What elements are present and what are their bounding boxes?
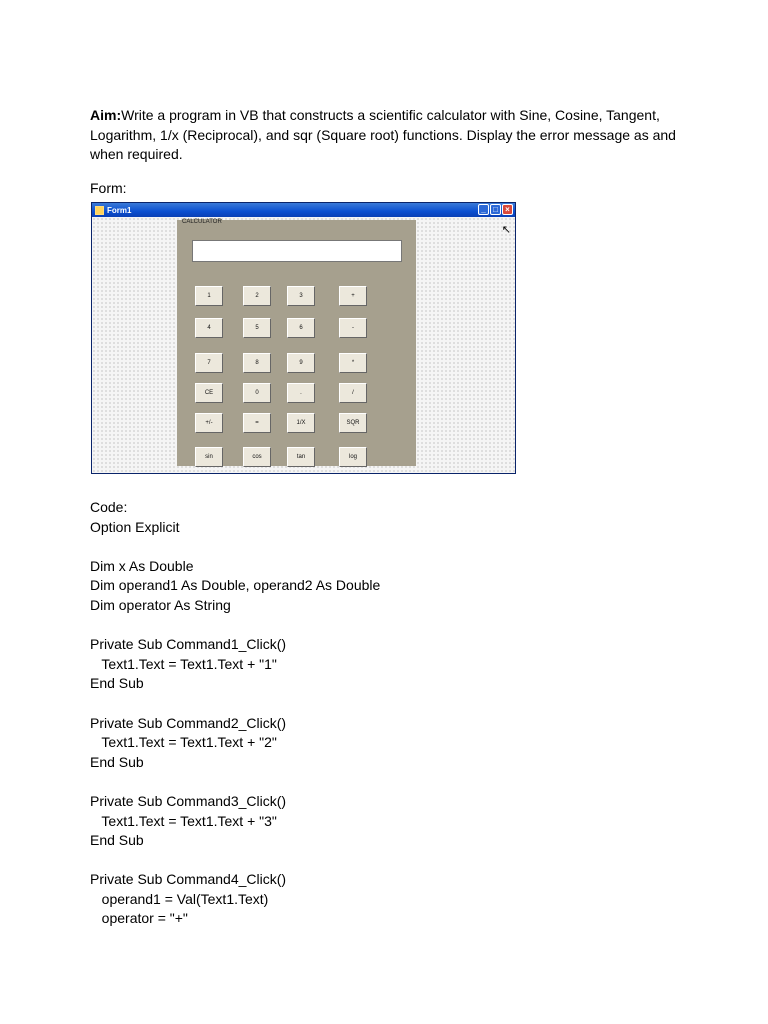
vb-form-titlebar bbox=[92, 203, 515, 217]
code-line: End Sub bbox=[90, 753, 144, 770]
calc-key[interactable]: 4 bbox=[195, 318, 223, 338]
calc-key[interactable]: CE bbox=[195, 383, 223, 403]
code-line: operator = "+" bbox=[90, 910, 188, 927]
calc-key[interactable]: . bbox=[287, 383, 315, 403]
calc-key[interactable]: 5 bbox=[243, 318, 271, 338]
calc-key[interactable]: 0 bbox=[243, 383, 271, 403]
code-line: Dim operand1 As Double, operand2 As Double bbox=[90, 577, 381, 594]
calc-key[interactable]: + bbox=[339, 286, 367, 306]
code-line bbox=[90, 537, 380, 557]
code-line: Code: bbox=[90, 499, 128, 515]
code-line: End Sub bbox=[90, 832, 144, 849]
vb-form-body bbox=[92, 217, 515, 473]
calc-key[interactable]: 1/X bbox=[287, 413, 315, 433]
calc-key[interactable]: 2 bbox=[243, 286, 271, 306]
calc-key[interactable]: 9 bbox=[287, 353, 315, 373]
aim-text: Write a program in VB that constructs a scientific calculator with Sine, Cosine, Tangent, Logarithm, 1/x (Reciprocal), and sqr (Square root) functions. Display the error message as and when required. bbox=[90, 107, 676, 162]
calc-key[interactable]: +/- bbox=[195, 413, 223, 433]
calc-key[interactable]: 3 bbox=[287, 286, 315, 306]
form-heading: Form: bbox=[90, 180, 127, 196]
frame-caption: CALCULATOR bbox=[182, 219, 222, 225]
code-line bbox=[90, 694, 380, 714]
vb-form-title: Form1 bbox=[107, 205, 132, 215]
code-line bbox=[90, 851, 380, 871]
minimize-icon[interactable]: _ bbox=[478, 204, 489, 215]
calc-key[interactable]: - bbox=[339, 318, 367, 338]
calc-key[interactable]: 7 bbox=[195, 353, 223, 373]
mouse-cursor-icon: ↖ bbox=[501, 224, 511, 236]
aim-label: Aim: bbox=[90, 107, 122, 123]
code-line: End Sub bbox=[90, 675, 144, 692]
code-line: Private Sub Command1_Click() bbox=[90, 636, 287, 653]
calculator-display[interactable] bbox=[192, 240, 402, 262]
calc-key[interactable]: 8 bbox=[243, 353, 271, 373]
code-listing bbox=[90, 498, 380, 929]
code-line bbox=[90, 772, 380, 792]
vb-form-screenshot bbox=[91, 202, 516, 474]
form-icon bbox=[95, 206, 104, 215]
code-line: Text1.Text = Text1.Text + "3" bbox=[90, 812, 277, 829]
code-line: Private Sub Command2_Click() bbox=[90, 714, 287, 731]
calc-key[interactable]: tan bbox=[287, 447, 315, 467]
calc-key[interactable]: cos bbox=[243, 447, 271, 467]
code-line bbox=[90, 616, 380, 636]
code-line: Text1.Text = Text1.Text + "2" bbox=[90, 734, 277, 751]
code-line: Text1.Text = Text1.Text + "1" bbox=[90, 655, 277, 672]
calc-key[interactable]: SQR bbox=[339, 413, 367, 433]
calc-key[interactable]: 1 bbox=[195, 286, 223, 306]
calc-key[interactable]: sin bbox=[195, 447, 223, 467]
calc-key[interactable]: 6 bbox=[287, 318, 315, 338]
code-line: Dim x As Double bbox=[90, 557, 194, 574]
code-line: Option Explicit bbox=[90, 518, 180, 535]
maximize-icon[interactable]: □ bbox=[490, 204, 501, 215]
calc-key[interactable]: = bbox=[243, 413, 271, 433]
calc-key[interactable]: / bbox=[339, 383, 367, 403]
calculator-frame bbox=[177, 220, 416, 466]
code-line: Dim operator As String bbox=[90, 596, 231, 613]
code-line: operand1 = Val(Text1.Text) bbox=[90, 890, 269, 907]
aim-paragraph bbox=[90, 106, 690, 165]
code-line: Private Sub Command4_Click() bbox=[90, 871, 287, 888]
code-line: Private Sub Command3_Click() bbox=[90, 792, 287, 809]
close-icon[interactable]: × bbox=[502, 204, 513, 215]
calc-key[interactable]: log bbox=[339, 447, 367, 467]
calc-key[interactable]: * bbox=[339, 353, 367, 373]
